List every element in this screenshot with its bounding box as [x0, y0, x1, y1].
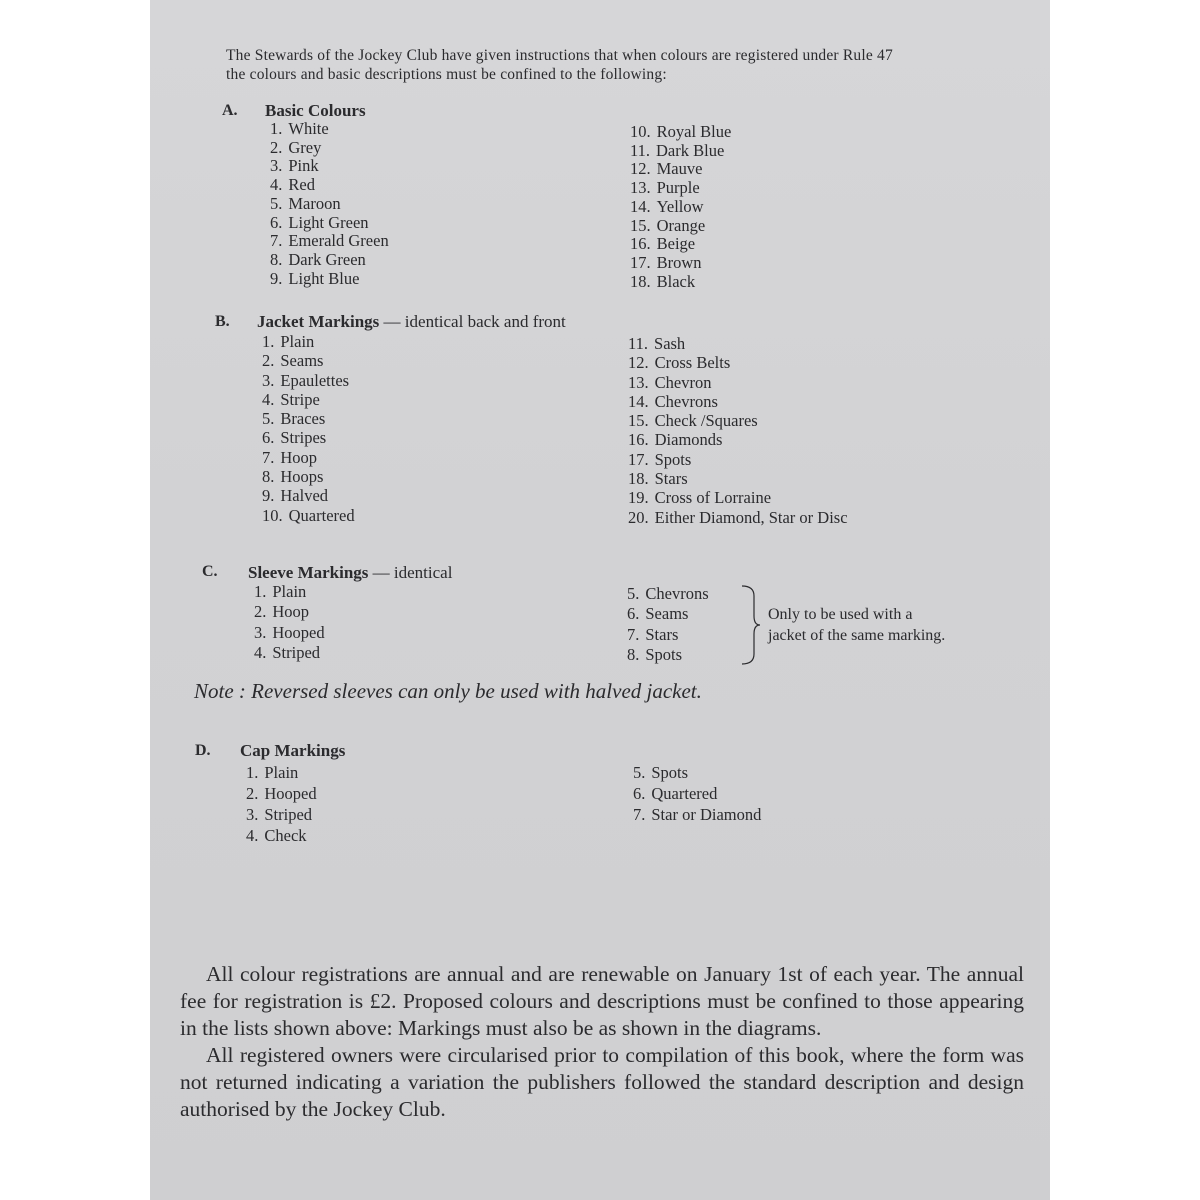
list-item-label: Hoop	[280, 447, 318, 467]
list-item-label: Stars	[654, 469, 688, 489]
list-item	[630, 273, 731, 292]
list-item-number: 1.	[246, 763, 259, 782]
cap-markings-list-left	[246, 762, 317, 846]
list-item	[262, 448, 355, 467]
intro-line-1: The Stewards of the Jockey Club have given instructions that when colours are registered under Rule 47	[226, 47, 893, 64]
registration-notes	[180, 961, 1024, 1123]
list-item-label: Stripe	[280, 389, 320, 409]
list-item-label: Hooped	[272, 622, 325, 642]
list-item-number: 3.	[254, 622, 267, 642]
list-item-label: Spots	[645, 644, 683, 664]
list-item-number: 15.	[630, 215, 651, 235]
list-item-number: 2.	[254, 602, 267, 622]
list-item	[270, 176, 389, 195]
list-item	[246, 804, 317, 825]
list-item-label: Cross Belts	[654, 353, 731, 373]
list-item-label: Grey	[288, 137, 322, 157]
list-item	[270, 139, 389, 158]
list-item	[262, 428, 355, 447]
reversed-sleeves-note: Note : Reversed sleeves can only be used with halved jacket.	[194, 679, 702, 703]
cap-markings-list-right	[633, 762, 761, 825]
list-item	[254, 623, 325, 643]
section-b-title	[257, 312, 566, 332]
list-item-label: Epaulettes	[280, 370, 350, 390]
list-item-number: 2.	[246, 784, 259, 803]
list-item-label: Brown	[656, 252, 702, 272]
list-item	[262, 351, 355, 370]
list-item-number: 3.	[270, 156, 283, 176]
list-item-label: Cross of Lorraine	[654, 488, 772, 508]
list-item-label: Spots	[654, 449, 692, 469]
list-item	[254, 643, 325, 663]
basic-colours-list-right	[630, 123, 731, 291]
basic-colours-list-left	[270, 120, 389, 288]
list-item-number: 14.	[630, 196, 651, 216]
list-item-label: Purple	[656, 178, 700, 198]
section-b-letter: B.	[215, 313, 230, 330]
sleeve-markings-list-left	[254, 582, 325, 663]
list-item-number: 6.	[627, 604, 640, 624]
list-item-label: Check	[264, 826, 307, 845]
list-item	[270, 120, 389, 139]
list-item	[262, 332, 355, 351]
list-item-number: 13.	[630, 178, 651, 198]
list-item-number: 7.	[270, 231, 283, 251]
list-item-number: 19.	[628, 488, 649, 508]
list-item	[630, 217, 731, 236]
list-item-label: Spots	[651, 763, 689, 782]
list-item-label: Plain	[264, 763, 299, 782]
list-item-number: 13.	[628, 372, 649, 392]
list-item	[630, 142, 731, 161]
list-item	[270, 195, 389, 214]
sleeve-note-line-1: Only to be used with a	[768, 606, 913, 623]
list-item-number: 6.	[633, 784, 646, 803]
list-item-label: Seams	[280, 351, 324, 371]
list-item-label: Check /Squares	[654, 411, 758, 431]
list-item-number: 1.	[254, 582, 267, 601]
list-item	[254, 602, 325, 622]
list-item	[633, 804, 761, 825]
list-item-label: Yellow	[656, 196, 704, 216]
list-item	[630, 160, 731, 179]
list-item-number: 16.	[630, 234, 651, 254]
list-item-label: Striped	[272, 642, 321, 662]
list-item-number: 16.	[628, 430, 649, 450]
list-item	[246, 825, 317, 846]
list-item-label: Hooped	[264, 784, 317, 803]
list-item-label: Striped	[264, 805, 313, 824]
section-c-title	[248, 563, 452, 583]
list-item	[262, 467, 355, 486]
sleeve-note	[768, 604, 945, 646]
section-a-title	[265, 101, 366, 121]
jacket-markings-list-left	[262, 332, 355, 525]
list-item-number: 18.	[630, 271, 651, 291]
list-item-number: 8.	[262, 467, 275, 487]
list-item-label: Halved	[280, 486, 329, 506]
list-item-number: 4.	[270, 175, 283, 195]
list-item	[633, 783, 761, 804]
section-c-letter: C.	[202, 563, 218, 580]
list-item	[246, 762, 317, 783]
list-item-label: Emerald Green	[288, 231, 389, 251]
list-item	[630, 123, 731, 142]
list-item	[630, 254, 731, 273]
list-item	[262, 390, 355, 409]
list-item	[246, 783, 317, 804]
list-item-number: 4.	[254, 642, 267, 662]
list-item	[627, 625, 709, 645]
list-item-number: 8.	[270, 249, 283, 269]
jacket-markings-list-right	[628, 334, 848, 527]
list-item-label: Dark Green	[288, 249, 366, 269]
list-item-label: Quartered	[651, 784, 718, 803]
intro-text	[226, 46, 893, 84]
list-item	[630, 235, 731, 254]
list-item-number: 10.	[630, 122, 651, 141]
list-item-number: 6.	[262, 428, 275, 448]
list-item	[270, 251, 389, 270]
list-item	[262, 371, 355, 390]
section-a-heading: Basic Colours	[265, 101, 366, 120]
list-item-number: 17.	[628, 449, 649, 469]
list-item-label: Seams	[645, 604, 689, 624]
list-item-number: 3.	[262, 370, 275, 390]
list-item	[630, 179, 731, 198]
list-item-number: 10.	[262, 505, 283, 525]
list-item	[628, 430, 848, 449]
list-item	[628, 508, 848, 527]
sleeve-markings-list-right	[627, 584, 709, 665]
list-item	[270, 157, 389, 176]
list-item-number: 17.	[630, 252, 651, 272]
list-item-label: Black	[656, 271, 696, 291]
list-item-number: 9.	[262, 486, 275, 506]
list-item	[262, 506, 355, 525]
list-item-number: 12.	[630, 159, 651, 179]
list-item-label: Beige	[656, 234, 696, 254]
list-item-label: Plain	[272, 582, 307, 601]
list-item-label: Sash	[654, 334, 686, 353]
list-item-label: Stars	[645, 624, 679, 644]
list-item-label: Plain	[280, 332, 315, 351]
list-item	[628, 411, 848, 430]
section-d-heading: Cap Markings	[240, 741, 346, 760]
list-item-number: 2.	[270, 137, 283, 157]
section-c-heading: Sleeve Markings	[248, 563, 369, 582]
list-item-number: 9.	[270, 268, 283, 288]
section-c-subtitle: — identical	[372, 563, 453, 582]
list-item	[628, 469, 848, 488]
list-item-label: Royal Blue	[656, 122, 732, 141]
list-item-number: 4.	[262, 389, 275, 409]
list-item	[627, 584, 709, 604]
list-item-number: 1.	[262, 332, 275, 351]
list-item	[627, 645, 709, 665]
list-item	[254, 582, 325, 602]
sleeve-note-line-2: jacket of the same marking.	[768, 627, 946, 644]
list-item-number: 6.	[270, 212, 283, 232]
intro-line-2: the colours and basic descriptions must be confined to the following:	[226, 66, 667, 83]
list-item-label: Braces	[280, 409, 326, 429]
list-item-label: Chevrons	[654, 391, 718, 411]
list-item-label: Red	[288, 175, 315, 195]
list-item-number: 2.	[262, 351, 275, 371]
list-item-label: Chevron	[654, 372, 712, 392]
list-item-number: 3.	[246, 805, 259, 824]
section-a-letter: A.	[222, 102, 238, 119]
list-item-label: Hoop	[272, 602, 310, 622]
list-item	[270, 232, 389, 251]
list-item-number: 7.	[633, 805, 646, 824]
registration-paragraph-2: All registered owners were circularised prior to compilation of this book, where the form was not returned indicating a variation the publishers followed the standard description and design authorised by the Jockey Club.	[180, 1043, 1024, 1121]
section-b-subtitle: — identical back and front	[383, 312, 566, 331]
list-item-number: 5.	[633, 763, 646, 782]
list-item-label: Diamonds	[654, 430, 723, 450]
section-d-letter: D.	[195, 742, 211, 759]
list-item	[633, 762, 761, 783]
list-item	[628, 488, 848, 507]
list-item-number: 1.	[270, 119, 283, 138]
list-item-label: Stripes	[280, 428, 327, 448]
list-item	[262, 486, 355, 505]
list-item-number: 14.	[628, 391, 649, 411]
list-item-number: 15.	[628, 411, 649, 431]
list-item-number: 7.	[627, 624, 640, 644]
list-item-label: Light Blue	[288, 268, 360, 288]
registration-paragraph-1: All colour registrations are annual and are renewable on January 1st of each year. The annual fee for registration is £2. Proposed colours and descriptions must be confined to those appearing in the lists shown above: Markings must also be as shown in the diagrams.	[180, 962, 1024, 1040]
list-item-label: White	[288, 119, 329, 138]
list-item	[270, 270, 389, 289]
list-item-label: Pink	[288, 156, 319, 176]
list-item-number: 5.	[262, 409, 275, 429]
list-item-label: Orange	[656, 215, 706, 235]
curly-brace-icon	[738, 584, 764, 666]
list-item-label: Maroon	[288, 193, 341, 213]
list-item-number: 7.	[262, 447, 275, 467]
list-item	[628, 334, 848, 353]
list-item-number: 8.	[627, 644, 640, 664]
list-item-number: 5.	[270, 193, 283, 213]
list-item-label: Either Diamond, Star or Disc	[654, 507, 848, 527]
list-item	[628, 353, 848, 372]
list-item-label: Quartered	[288, 505, 355, 525]
list-item	[628, 373, 848, 392]
list-item	[630, 198, 731, 217]
list-item-number: 11.	[630, 140, 651, 160]
list-item-number: 4.	[246, 826, 259, 845]
list-item-label: Star or Diamond	[651, 805, 762, 824]
list-item-number: 5.	[627, 584, 640, 603]
list-item-label: Hoops	[280, 467, 324, 487]
list-item-number: 12.	[628, 353, 649, 373]
list-item-label: Light Green	[288, 212, 369, 232]
section-d-title	[240, 741, 345, 761]
document-page	[150, 0, 1050, 1200]
list-item-label: Chevrons	[645, 584, 709, 603]
list-item	[628, 392, 848, 411]
list-item	[628, 450, 848, 469]
list-item	[627, 604, 709, 624]
list-item	[270, 214, 389, 233]
list-item-number: 18.	[628, 469, 649, 489]
list-item	[262, 409, 355, 428]
list-item-label: Dark Blue	[656, 140, 725, 160]
section-b-heading: Jacket Markings	[257, 312, 380, 331]
list-item-label: Mauve	[656, 159, 703, 179]
list-item-number: 20.	[628, 507, 649, 527]
list-item-number: 11.	[628, 334, 649, 353]
